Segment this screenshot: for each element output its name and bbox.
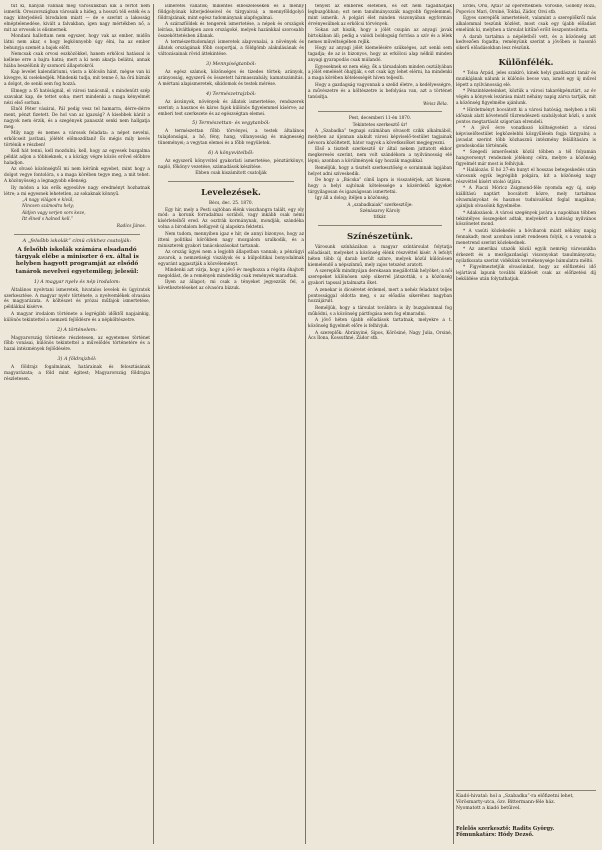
paragraph: Az ásványok, növények és állatok ismertetése, rendszerek szerint; a hasznos és káros fajok különös figyelemmel kísérve; az emberi test szerkezete és az egészségtan elemei. [158,99,304,117]
paragraph: Városunk színházában a magyar színtársulat folytatja előadásait, melyeket a közönség élénk részvéttel kísér. A lefolyt héten több új darab került színre, melyek közül különösen kiemelendő a népszínmű, mely zajos tetszést aratott. [308,245,452,269]
subsection-title: 6) A könyvvitelből: [208,151,254,157]
paragraph: Sokan azt hiszik, hogy a jólét csupán az anyagi javak birtokában áll; pedig a valódi boldogság forrása a szív és a lélek nemes műveltségében rejlik. [308,28,452,45]
news-item: * A vasúti közlekedés a hóviharok miatt néhány napig fennakadt; most azonban ismét rendesen folyik, s a vonatok a menetrend szerint közlekednek. [456,228,596,246]
paragraph: A szereplők mindnyájan derekasan megállották helyöket; a női szerepeket különösen szép sikerrel játszották, s a közönség gyakori tapssal jutalmazta őket. [308,269,452,287]
paragraph: Első a tisztelt szerkesztő úr által nekem juttatott ekkor megkeresés szerint, nem volt szándékom a nyilvánosság elé lépni; azonban a körülmények úgy hozzák magukkal. [308,147,452,165]
section-heading-correspondence: Levelezések. [201,188,261,199]
column-2 [158,4,304,844]
paragraph: Kap levelet kalendáriumi, vásra a kölcsön hánt, mégse van ki kivegye, ki cselekedjék. Mindenki tudja, mit tenne ő, ha őrá bíznák a dolgot, de senki sem fog hozzá. [4,70,150,88]
divider [318,111,442,112]
editor-label: Felelős szerkesztő: [456,826,511,832]
paragraph: Egy hír, mely a Pesti sajtóban élénk visszhangra talált, egy oly mód: a korunk forradalmai sorából, vagy inkább csak némi kísérleteiből ered. Az osztrák kormánynak, mondják, szándéka volna a birodalom belügyeit új alapokra fektetni. [158,207,304,231]
paragraph: Ily módon a kis erők egyesülve nagy eredményt hozhatnak létre; a mi egyesnek lehetetlen, az sokaknak könnyű. [4,185,150,197]
paragraph: A szereplők: Ábrányiné, Sipos, Körösiné, Nagy Julia, Orsiné, Ács Ilona, Kossuthné, Zádor stb. [308,330,452,342]
paragraph: Erdei, Orsi, Ajtai? az operettekben: Vörösné, Göllény Róza, Popovics Mari, Orsiné, Toldai, Zádor, Orsi stb. [456,4,596,15]
poem-line: Áldjon vagy verjen sors keze, [22,210,86,216]
paragraph: A természettan főbb törvényei, a testek általános tulajdonságai, a hő, fény, hang, villanyosság és mágnesség tüneményei; a vegytan elemei és a főbb vegyületek. [158,129,304,147]
paragraph: Az egész számok, közönséges és tizedes törtek; arányok, arányosság, egyszerű és összetett hármasszabály, kamatszámítás. A mértani alapismeretek, síkidomok és testek mérése. [158,70,304,87]
paragraph: Reméljük, hogy a társulat továbbra is ily buzgalommal fog működni, s a közönség pártfogása nem fog elmaradni. [308,305,452,317]
paragraph: A jövő héten újabb előadások tartatnak, melyekre a t. közönség figyelmét előre is felhívjuk. [308,318,452,330]
publisher-footnote [456,790,596,812]
paragraph: tűt ki, hányan vannak még városunkban kik a fertőt nem ismerik. Oroszországban városaik a hideg, a hosszú téli esték és a nagy kiterjedésű birodalom miatt — de e szerint a lakosság elnéptelenedése, kivált a falvakban, igen nagy mértékben nő, a mit az orvosok is elismernek. [4,4,150,33]
paragraph: A zenekar is dicséretet érdemel, mert a nehéz feladatot teljes pontossággal oldotta meg, s az előadás sikeréhez nagyban hozzájárult. [308,287,452,305]
paragraph: Igy áll a dolog; ítéljen a közönség. [315,196,390,202]
news-item: * Halálozás. E hó 27-én hunyt el hosszas betegeskedés után városunk egyik legrégibb polgára, kit a közönség nagy részvéttel kísért utolsó útjára. [456,168,596,186]
paragraph: Elnöl Péter vásárai, Pál pedig vesz tel hamarra, dérre-dérre ment, pénzt fizetett. De hol van az igazság? A kisebbek kárát a nagyok nem érzik, és a szegények panaszát senki nem hallgatja meg. [4,106,150,130]
news-item: * Adakozások. A városi szegények javára a napokban többen tekintélyes összegeket adtak, melyekért a hatóság nyilvános köszönetet mond. [456,210,596,228]
news-item: * Szegedi ismerőseink közül többen a tél folyamán hangversenyt rendeznek jótékony célra, melyre a közönség figyelmét már most is felhívjuk. [456,150,596,167]
divider [168,181,294,182]
column-rule [453,4,454,844]
signature: Weisz Béla. [423,101,448,107]
paragraph: Egyeseknek ez nem elég; ők a társadalom minden osztályában a jólét emelését óhajtják, s ezt csak úgy lehet elérni, ha mindenki a maga körében kötelességét híven teljesíti. [308,64,452,82]
column-rule [153,4,154,844]
news-item: * A Piaczi Móricz Zsigmond-féle nyomda egy új, szép kiállítású naptárt bocsátott közre, mely tartalmas olvasmányokat és hasznos tudnivalókat foglal magában; ajánljuk olvasóink figyelmébe. [456,186,596,210]
divider [318,225,442,226]
poem-line: Nincsen számodra hely; [22,204,75,210]
news-item: * Hirdetményt bocsátott ki a városi hatóság, melyben a téli időszak alatt követendő tűzrendészeti szabályokat közli, s azok pontos megtartását szigorúan elrendeli. [456,107,596,125]
signature: titkár. [373,215,387,221]
divider [14,234,140,235]
column-rule [305,4,306,844]
column-3 [308,4,452,844]
signature: Radics János. [116,224,146,230]
paragraph: A magyar irodalom története a legrégibb időktől napjainkig, különös tekintettel a nemzeti fejlődésre és a népköltészetre. [4,311,150,323]
paragraph: Elmegy a fő hatóságnál, el városi tanácsnál, s mindenütt szép szavakat kap, de tettet soha; mert mindenki a maga kényelmét nézi első sorban. [4,88,150,106]
footnote-line: Nyomatott a kiadó betűivel. [456,806,521,811]
paragraph: Nem tudom, mennyiben igaz e hír, de annyi bizonyos, hogy az itteni politikai körökben nagy mozgalom uralkodik, és a miniszterek gyakori tanácskozásokat tartanak. [158,231,304,249]
paragraph: Általános nyelvtani ismeretek, hivatalos levelek és ügyiratok szerkesztése. A magyar nyelv története, a nyelvemlékek olvasása és magyarázata. A költészet és prózai műfajok ismertetése, példákkal kísérve. [4,287,150,311]
paragraph: ismeretei vallatok; mikéntes elbeszéléseken és a menny földgolyónak kiterjedéseivel és tárgyaival; a mennyföldgolyó földrajzának, mint egész tudománynak alapfogalmai. [158,4,304,21]
paragraph: Reméljük, hogy a tisztelt szerkesztőség e soraimnak lapjában helyet adni szíveskedik. [308,165,452,177]
subsection-title: 5) Természettan- és vegytanból: [192,121,270,127]
column-1 [4,4,150,844]
paragraph: Az olvasó közönségtől mi nem kérünk egyebet, mint hogy a dolgot vegye fontolóra, s a maga körében tegye meg, a mit tehet. A közönyösség a legnagyobb ellenség. [4,167,150,185]
paragraph: A földrajz fogalmának, határainak és felosztásának magyarázata; a föld mint égitest; Magyarország földrajza részletesen. [4,365,150,382]
poem-line: Itt élned s halnod kell.” [22,217,74,223]
news-item: * Pénzintézeteinket, köztük a városi takarékpénztárt, az év végén a könyvek lezárása miatt néhány napig zárva tartják, mit a közönség figyelmébe ajánlunk. [456,89,596,107]
paragraph: A „Szabadka” tegnapi számában olvasott czikk alkalmából, melyben az újonnan alakult városi képviselő-testület tagjainak névsora közöltetett, bátor vagyok a következőket megjegyezni. [308,129,452,147]
subsection-title: 3) Mennyiségtanból: [206,62,256,68]
closing-note: Ebben csak kiszámított csatolják [195,171,267,177]
paragraph: Egyes szereplők ismertetését, valamint a szereplőkről más alkalommal teszünk közlést, most csak egy újabb előadást emelünk ki, melyben a társulat kitűnő erőit összpontosította. [456,16,596,34]
section-subhead: A „felsőbb iskolák” címü cikkhez csatolják: [22,238,132,245]
paragraph: Mondani hallottam nem egyszer, hogy vak az ember, midőn látni nem akar, s hogy legkönnyebb úgy élni, ha az ember behunyja szemét a bajok előtt. [4,34,150,51]
news-item: * Figyelmeztetjük olvasóinkat, hogy az előfizetési idő lejártával lapunk további küldését csak az előfizetési díj beküldése után folytathatjuk. [456,265,596,283]
divider [456,790,596,791]
paragraph: De hogy a „Bácska” című lapra is visszatérjek, azt hiszem, hogy a helyi sajtónak kötelessége a közérdekű ügyeket tárgyilagosan és igazságosan ismertetni. [308,177,452,195]
news-item: * Az amerikai utazók közül egyik nemrég városunkba érkezett és a mezőgazdasági viszonyokat tanulmányozta; nyilatkozata szerint vidékünk termékenysége bámulatra méltó. [456,247,596,264]
editor-name: Radits György. [512,826,555,832]
section-heading-miscellany: Különfélék. [498,58,554,69]
bold-announcement: A felsőbb iskolák számára elsadandó tárgyak elébe a miniszter ő ex. által is helyben hagyott programját az elsődő tanárok nevelvei egyetemileg; jelesül: [15,246,139,275]
dateline: Bécs, dec. 25. 1870. [209,201,253,207]
paragraph: tényeit az emberek életében, és ezt nem tagadhatják legbuzgóbban; ezt nem tanulmányozzák nagyobb figyelemmel, mint ismerik. A polgári élet minden viszonyában egyformán érvényesülnek az erkölcsi törvények. [308,4,452,27]
column-4 [456,4,596,784]
paragraph: Nemcsak csak orvosi eszközökkel, hanem erkölcsi hatással is kellene erre a bajra hatni; mert a ki nem akarja belátni, annak hiába beszélünk ily szomorú állapotokról. [4,52,150,70]
subsection-title: 2) A történelem: [57,327,97,333]
paragraph: Ilyen az állapot; mi csak a tényeket jegyezzük fel, a következtetéseket az olvasóra bízzuk. [158,280,304,292]
paragraph: Kell hát tenni, kell mozdulni; kell, hogy az egyesek buzgalma példát adjon a többieknek, s a közügy végre közös erővel előbbre haladjon. [4,149,150,167]
paragraph: A természettudományi ismeretek alapvonalai, a növények és állatok országának főbb csoportjai, a földgömb alakulásának és változásainak rövid áttekintése. [158,40,304,58]
dateline: Pest, decemberi 11-én 1870. [348,116,412,122]
paragraph: Hogy az anyagi jólét kiemelésére szükséges, azt senki sem tagadja; de az is bizonyos, hogy az erkölcsi alap nélkül minden anyagi gyarapodás csak múlandó. [308,46,452,64]
paragraph: Magyarország története részletesen, az egyetemes történet főbb vonásai, különös tekintettel a művelődés történetére és a hazai intézmények fejlődésére. [4,335,150,353]
coworker-name: Hódy Dezső. [498,832,534,838]
footnote-line: Kiadó-hivatal: hol a „Szabadka”-ra előfizetni lehet, Vörösmarty-utca, özv. Bittermann-féle ház. [456,794,574,805]
subsection-title: 1) A magyar nyelv és nép irodalom: [33,279,121,285]
news-item: * A jövő évre vonatkozó költségvetést a városi képviselőtestület legközelebbi közgyűlésén fogja tárgyalni; a javaslat szerint több közhasznú intézmény felállítására is gondoskodás történnék. [456,125,596,149]
poem-line: „A nagy világon e kívül, [22,198,74,203]
news-item: * Tolsa Árpád, jeles szakíró, kinek helyi gazdászati tanár és munkájának nálunk is különös becse van, ismét egy új művel lépett a nyilvánosság elé. [456,71,596,89]
salutation: Tekintetes szerkesztő úr! [352,122,408,128]
paragraph: Az egyszerű könyvvitel gyakorlati ismertetése, pénztárkönyv, napló, főkönyv vezetése, számadások készítése. [158,158,304,170]
paragraph: A szárazföldek és tengerek ismertetése, a népek és országok leírása, kiváltképen azon országoké, melyek hazánkkal szorosabb összeköttetésben állanak. [158,22,304,40]
signature: A „szabadkaiak” szerkesztője: [347,202,413,208]
subsection-title: 4) Természetrajzból: [206,91,256,97]
paragraph: Hogy a gazdagság vagyonnak a szelíd életre, a kedélyességre, a művészetre és a költészetre is befolyása van, azt a történet tanúsítja. [308,82,452,100]
paragraph: Mily nagy és nemes a városok feladata: a népet nevelni, erkölcseit javítani, jólétét előmozdítani! És mégis mily kevés történik e részben! [4,131,150,148]
coworker-label: Főmunkatárs: [456,832,497,838]
section-heading-theatre: Színészetünk. [347,232,413,243]
editor-credits [456,826,596,838]
paragraph: Mindenki azt várja, hogy a jövő év meghozza a régóta óhajtott megoldást, de a remények mindeddig csak remények maradtak. [158,268,304,280]
paragraph: A darab tartalma a népéletből vett, és a közönség azt kedvezően fogadta; reményünk szerint a jövőben is hasonló sikerű előadásokban lesz részünk. [456,34,596,52]
signature: Szénásaroy Károly [359,209,401,214]
paragraph: Az ország ügyei nem a legjobb állapotban vannak; a pénzügyi zavarok, a nemzetiségi viszályok és a külpolitikai bonyodalmak egyaránt aggasztják a közvéleményt. [158,249,304,267]
subsection-title: 3) A földrajzból: [57,357,97,363]
